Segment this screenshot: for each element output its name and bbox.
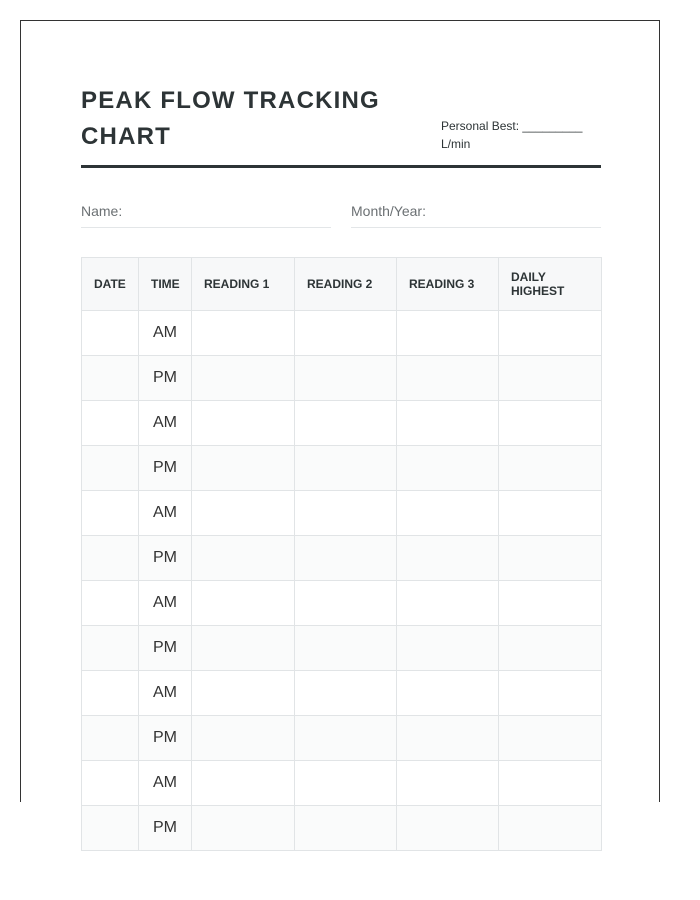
table-row xyxy=(82,716,602,761)
reading-2-cell[interactable] xyxy=(295,581,397,626)
time-cell: PM xyxy=(139,716,192,761)
time-cell: PM xyxy=(139,536,192,581)
personal-best-unit: L/min xyxy=(441,137,471,151)
reading-1-cell[interactable] xyxy=(192,806,295,851)
time-cell: PM xyxy=(139,356,192,401)
reading-3-cell[interactable] xyxy=(397,761,499,806)
time-cell: AM xyxy=(139,671,192,716)
date-cell[interactable] xyxy=(82,356,139,401)
table-row xyxy=(82,581,602,626)
reading-1-cell[interactable] xyxy=(192,581,295,626)
time-cell: PM xyxy=(139,446,192,491)
time-cell: PM xyxy=(139,626,192,671)
daily-highest-cell[interactable] xyxy=(499,761,602,806)
name-field[interactable]: Name: xyxy=(81,201,331,228)
table-row xyxy=(82,536,602,581)
page-title: PEAK FLOW TRACKING CHART xyxy=(81,87,380,150)
daily-highest-cell[interactable] xyxy=(499,581,602,626)
reading-2-cell[interactable] xyxy=(295,671,397,716)
time-cell: AM xyxy=(139,311,192,356)
date-cell[interactable] xyxy=(82,806,139,851)
reading-2-cell[interactable] xyxy=(295,446,397,491)
time-cell: PM xyxy=(139,806,192,851)
reading-3-cell[interactable] xyxy=(397,581,499,626)
table-row xyxy=(82,311,602,356)
reading-3-cell[interactable] xyxy=(397,311,499,356)
header-reading-3: READING 3 xyxy=(397,258,499,311)
time-cell: AM xyxy=(139,761,192,806)
daily-highest-cell[interactable] xyxy=(499,491,602,536)
reading-1-cell[interactable] xyxy=(192,671,295,716)
daily-highest-cell[interactable] xyxy=(499,311,602,356)
reading-1-cell[interactable] xyxy=(192,536,295,581)
header-reading-2: READING 2 xyxy=(295,258,397,311)
reading-3-cell[interactable] xyxy=(397,491,499,536)
reading-3-cell[interactable] xyxy=(397,356,499,401)
date-cell[interactable] xyxy=(82,401,139,446)
daily-highest-cell[interactable] xyxy=(499,401,602,446)
reading-2-cell[interactable] xyxy=(295,491,397,536)
date-cell[interactable] xyxy=(82,581,139,626)
date-cell[interactable] xyxy=(82,626,139,671)
daily-highest-cell[interactable] xyxy=(499,356,602,401)
table-row xyxy=(82,806,602,851)
date-cell[interactable] xyxy=(82,446,139,491)
reading-2-cell[interactable] xyxy=(295,356,397,401)
table-row xyxy=(82,446,602,491)
date-cell[interactable] xyxy=(82,536,139,581)
time-cell: AM xyxy=(139,581,192,626)
table-header-row xyxy=(82,258,602,311)
date-cell[interactable] xyxy=(82,761,139,806)
header-time: TIME xyxy=(139,258,192,311)
reading-1-cell[interactable] xyxy=(192,716,295,761)
reading-3-cell[interactable] xyxy=(397,401,499,446)
header-reading-1: READING 1 xyxy=(192,258,295,311)
table-row xyxy=(82,356,602,401)
reading-2-cell[interactable] xyxy=(295,311,397,356)
time-cell: AM xyxy=(139,491,192,536)
table-row xyxy=(82,626,602,671)
reading-1-cell[interactable] xyxy=(192,401,295,446)
reading-2-cell[interactable] xyxy=(295,536,397,581)
table-row xyxy=(82,401,602,446)
reading-1-cell[interactable] xyxy=(192,311,295,356)
daily-highest-cell[interactable] xyxy=(499,626,602,671)
date-cell[interactable] xyxy=(82,716,139,761)
table-row xyxy=(82,761,602,806)
date-cell[interactable] xyxy=(82,671,139,716)
reading-3-cell[interactable] xyxy=(397,716,499,761)
daily-highest-cell[interactable] xyxy=(499,716,602,761)
daily-highest-cell[interactable] xyxy=(499,671,602,716)
reading-3-cell[interactable] xyxy=(397,806,499,851)
document-page xyxy=(20,20,660,836)
reading-1-cell[interactable] xyxy=(192,446,295,491)
personal-best-label: Personal Best: _________ xyxy=(441,119,583,133)
reading-1-cell[interactable] xyxy=(192,626,295,671)
reading-3-cell[interactable] xyxy=(397,446,499,491)
daily-highest-cell[interactable] xyxy=(499,536,602,581)
reading-2-cell[interactable] xyxy=(295,806,397,851)
table-row xyxy=(82,491,602,536)
date-cell[interactable] xyxy=(82,491,139,536)
document-header xyxy=(81,81,601,168)
info-fields xyxy=(81,201,601,228)
daily-highest-cell[interactable] xyxy=(499,446,602,491)
reading-3-cell[interactable] xyxy=(397,626,499,671)
month-year-field[interactable]: Month/Year: xyxy=(351,201,601,228)
reading-3-cell[interactable] xyxy=(397,536,499,581)
time-cell: AM xyxy=(139,401,192,446)
date-cell[interactable] xyxy=(82,311,139,356)
reading-2-cell[interactable] xyxy=(295,626,397,671)
peak-flow-table xyxy=(81,257,602,851)
personal-best xyxy=(441,117,582,153)
reading-1-cell[interactable] xyxy=(192,491,295,536)
daily-highest-cell[interactable] xyxy=(499,806,602,851)
reading-1-cell[interactable] xyxy=(192,356,295,401)
reading-3-cell[interactable] xyxy=(397,671,499,716)
reading-1-cell[interactable] xyxy=(192,761,295,806)
reading-2-cell[interactable] xyxy=(295,401,397,446)
reading-2-cell[interactable] xyxy=(295,761,397,806)
header-date: DATE xyxy=(82,258,139,311)
header-daily-highest: DAILY HIGHEST xyxy=(499,258,602,311)
reading-2-cell[interactable] xyxy=(295,716,397,761)
table-row xyxy=(82,671,602,716)
